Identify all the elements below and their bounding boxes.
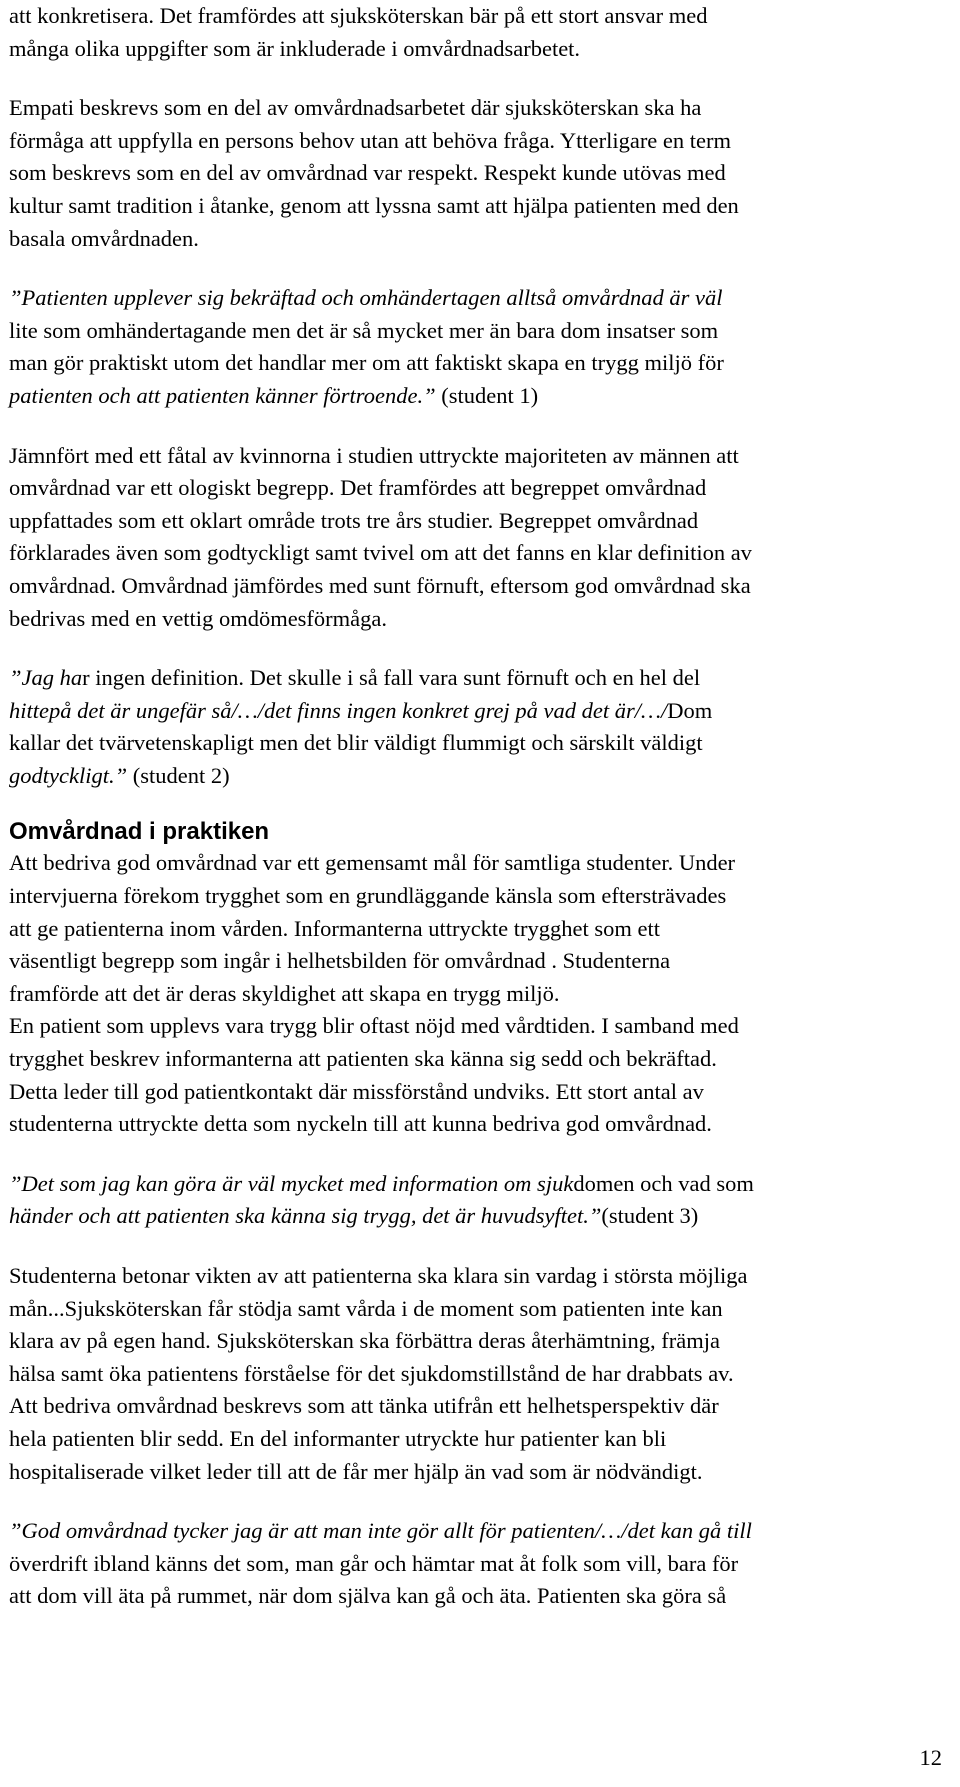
paragraph-independence (9, 1260, 914, 1488)
text-line: kultur samt tradition i åtanke, genom att lyssna samt att hjälpa patienten med den (9, 192, 739, 218)
text-line: Att bedriva god omvårdnad var ett gemensamt mål för samtliga studenter. Under (9, 850, 736, 876)
quote-student-1 (9, 282, 914, 412)
text-line: lite som omhändertagande men det är så mycket mer än bara dom insatser som (9, 317, 719, 343)
paragraph-gap (9, 1233, 914, 1260)
paragraph-gap (9, 635, 914, 662)
text-line: väsentligt begrepp som ingår i helhetsbilden för omvårdnad . Studenterna (9, 948, 671, 974)
text-line: att dom vill äta på rummet, när dom själva kan gå och äta. Patienten ska göra så (9, 1583, 727, 1609)
quote-student-3 (9, 1168, 914, 1233)
paragraph-men-view (9, 440, 914, 636)
page-number: 12 (919, 1745, 942, 1770)
text-line: att konkretisera. Det framfördes att sjuksköterskan bär på ett stort ansvar med (9, 3, 708, 28)
quote-student-2 (9, 662, 914, 792)
text-line: basala omvårdnaden. (9, 225, 199, 251)
text-line: Studenterna betonar vikten av att patienterna ska klara sin vardag i största möjliga (9, 1263, 748, 1288)
text-line: Empati beskrevs som en del av omvårdnadsarbetet där sjuksköterskan ska ha (9, 95, 702, 121)
text-span: Dom (667, 697, 713, 723)
document-page (9, 0, 914, 1613)
paragraph-gap (9, 1141, 914, 1168)
text-line: hela patienten blir sedd. En del informanter utryckte hur patienter kan bli (9, 1425, 667, 1451)
quote-text: patienten och att patienten känner förtroende.” (9, 382, 436, 408)
text-line: framförde att det är deras skyldighet att skapa en trygg miljö. (9, 980, 560, 1006)
text-line: Att bedriva omvårdnad beskrevs som att tänka utifrån ett helhetsperspektiv där (9, 1393, 719, 1419)
quote-attribution: (student 1) (435, 382, 539, 408)
text-line: kallar det tvärvetenskapligt men det blir väldigt flummigt och särskilt väldigt (9, 730, 703, 756)
text-span: r ingen definition. Det skulle i så fall vara sunt förnuft och en hel del (82, 665, 701, 691)
text-line: förklarades även som godtyckligt samt tvivel om att det fanns en klar definition av (9, 540, 752, 566)
text-span: domen och vad som (573, 1170, 754, 1196)
text-line: omvårdnad var ett ologiskt begrepp. Det framfördes att begreppet omvårdnad (9, 475, 707, 501)
text-line: Jämnfört med ett fåtal av kvinnorna i studien uttryckte majoriteten av männen att (9, 442, 739, 468)
paragraph-gap (9, 1488, 914, 1515)
quote-text: godtyckligt.” (9, 762, 128, 788)
quote-text: ”Det som jag kan göra är väl mycket med information om sjuk (9, 1170, 574, 1196)
text-line: hospitaliserade vilket leder till att de får mer hjälp än vad som är nödvändigt. (9, 1458, 703, 1484)
text-line: hälsa samt öka patientens förståelse för det sjukdomstillstånd de har drabbats av. (9, 1360, 734, 1386)
section-heading: Omvårdnad i praktiken (9, 818, 270, 846)
quote-text: ”God omvårdnad tycker jag är att man inte gör allt för patienten/…/det kan gå till (9, 1518, 752, 1544)
text-line: En patient som upplevs vara trygg blir oftast nöjd med vårdtiden. I samband med (9, 1013, 739, 1039)
text-line: omvårdnad. Omvårdnad jämfördes med sunt förnuft, eftersom god omvårdnad ska (9, 572, 751, 598)
paragraph-practice (9, 847, 914, 1140)
text-line: bedrivas med en vettig omdömesförmåga. (9, 605, 388, 631)
quote-student-4 (9, 1515, 914, 1613)
quote-attribution: (student 2) (127, 762, 230, 788)
paragraph-gap (9, 255, 914, 282)
text-line: som beskrevs som en del av omvårdnad var respekt. Respekt kunde utövas med (9, 160, 726, 186)
paragraph-gap (9, 413, 914, 440)
quote-attribution: (student 3) (601, 1203, 699, 1229)
paragraph-empathy (9, 92, 914, 255)
text-line: mån...Sjuksköterskan får stödja samt vårda i de moment som patienten inte kan (9, 1295, 723, 1321)
text-line: man gör praktiskt utom det handlar mer om att faktiskt skapa en trygg miljö för (9, 350, 724, 376)
text-line: Detta leder till god patientkontakt där missförstånd undviks. Ett stort antal av (9, 1078, 704, 1104)
text-line: studenterna uttryckte detta som nyckeln till att kunna bedriva god omvårdnad. (9, 1111, 712, 1137)
quote-text: ”Patienten upplever sig bekräftad och omhändertagen alltså omvårdnad är väl (9, 285, 723, 311)
text-line: att ge patienterna inom vården. Informanterna uttryckte trygghet som ett (9, 915, 661, 941)
text-line: uppfattades som ett oklart område trots tre års studier. Begreppet omvårdnad (9, 507, 699, 533)
paragraph-gap (9, 65, 914, 92)
text-line: intervjuerna förekom trygghet som en grundläggande känsla som eftersträvades (9, 883, 727, 909)
text-line: överdrift ibland känns det som, man går och hämtar mat åt folk som vill, bara för (9, 1550, 739, 1576)
paragraph-intro (9, 0, 914, 65)
text-line: många olika uppgifter som är inkluderade i omvårdnadsarbetet. (9, 35, 581, 61)
text-line: klara av på egen hand. Sjuksköterskan ska förbättra deras återhämtning, främja (9, 1328, 720, 1354)
text-line: trygghet beskrev informanterna att patienten ska känna sig sedd och bekräftad. (9, 1046, 717, 1072)
quote-text: händer och att patienten ska känna sig trygg, det är huvudsyftet.” (9, 1203, 602, 1229)
paragraph-gap (9, 792, 914, 817)
quote-text: ”Jag ha (9, 665, 83, 691)
quote-text: hittepå det är ungefär så/…/det finns ingen konkret grej på vad det är/…/ (9, 697, 668, 723)
text-line: förmåga att uppfylla en persons behov utan att behöva fråga. Ytterligare en term (9, 127, 732, 153)
